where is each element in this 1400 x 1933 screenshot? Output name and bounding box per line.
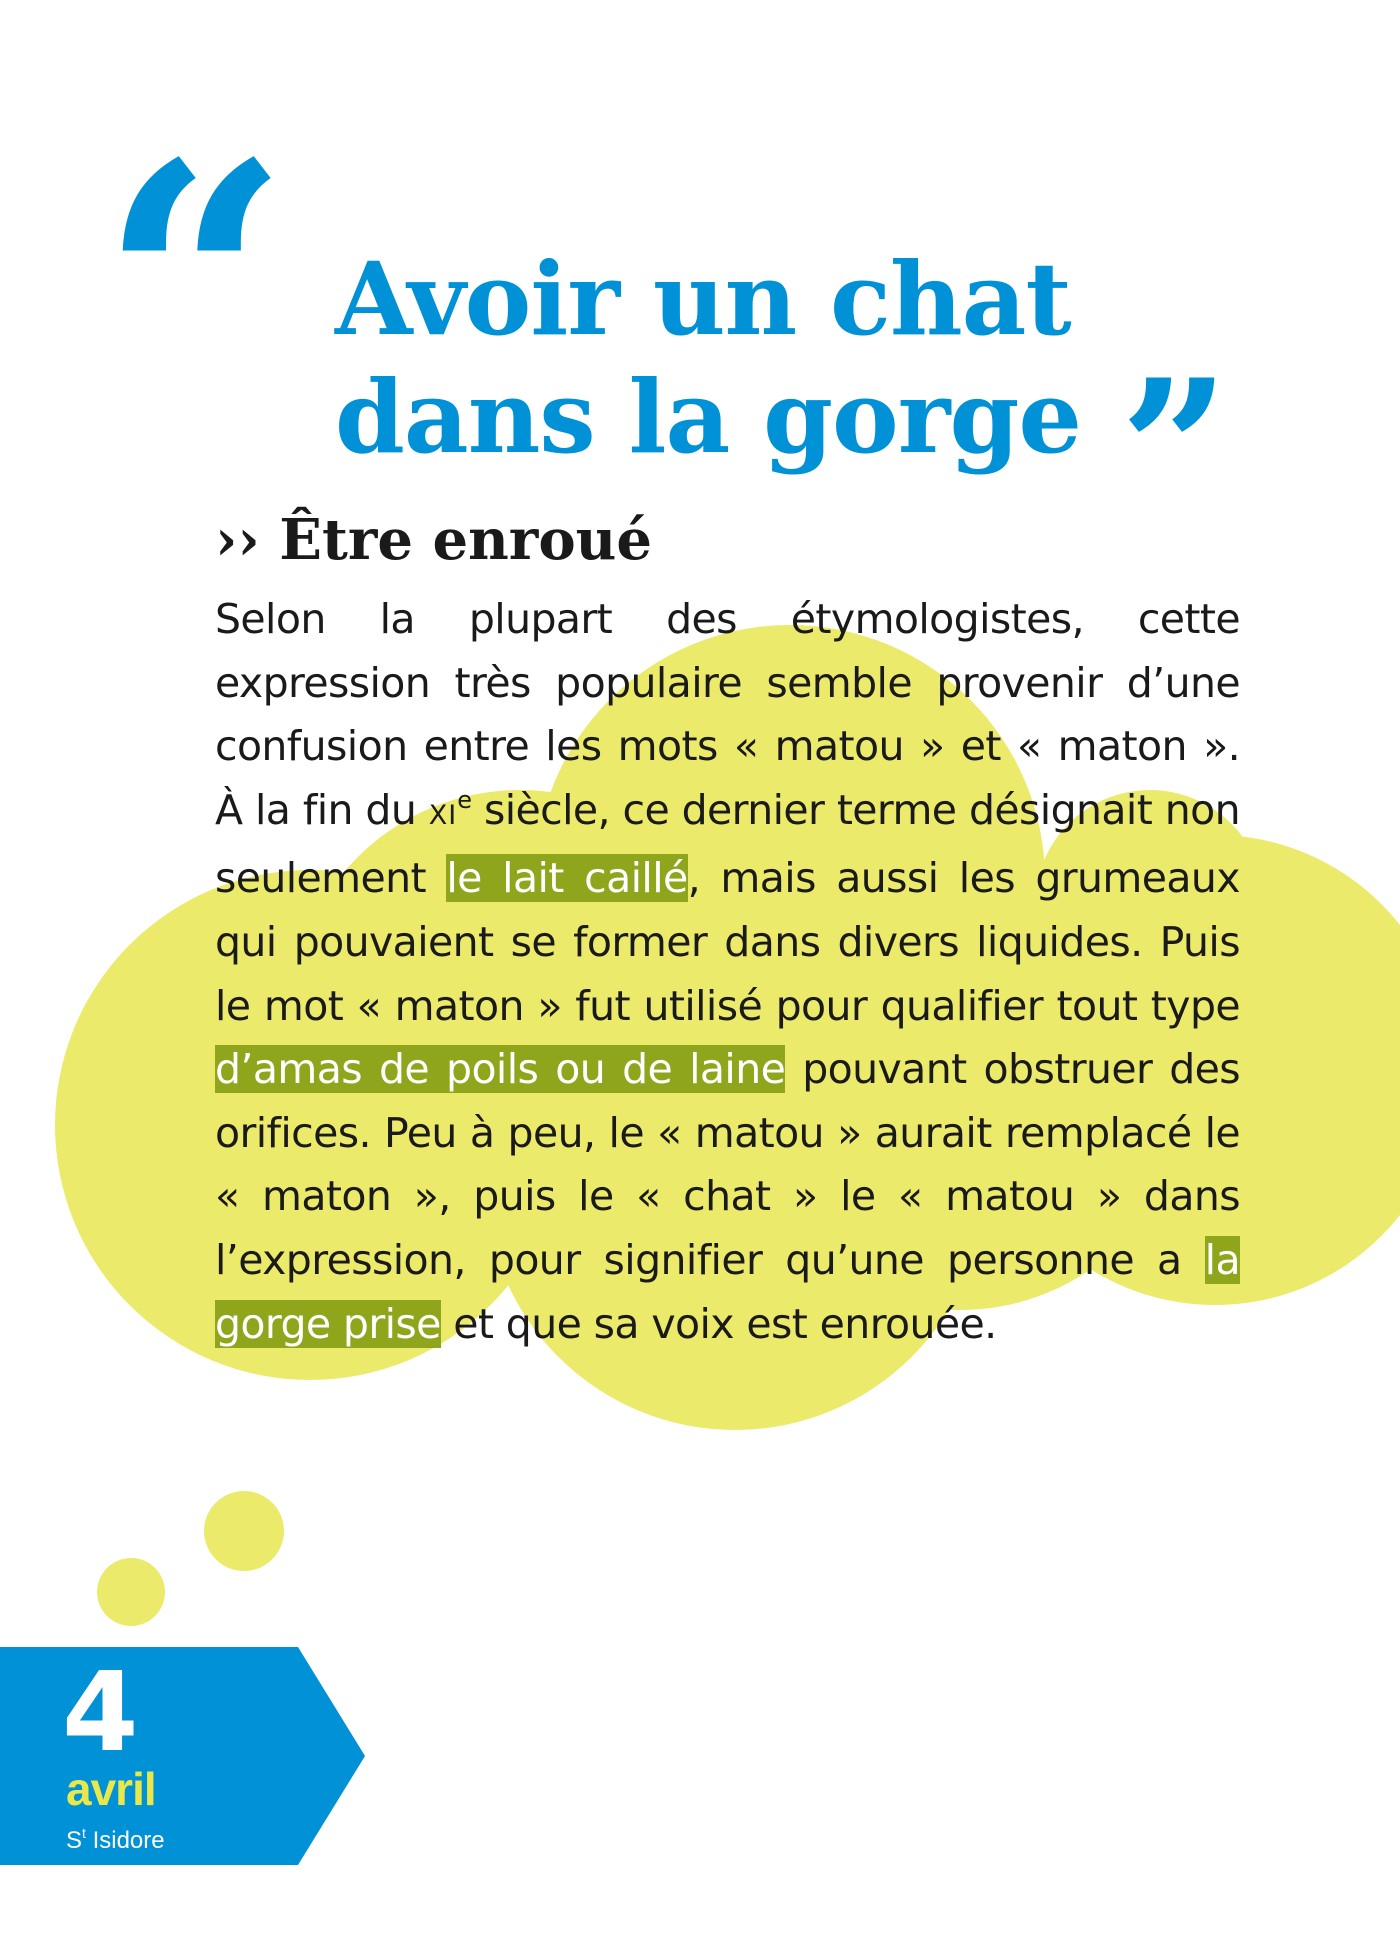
body-text-2: siècle, ce dernier terme désignait non seulement — [215, 785, 1240, 903]
bubble-dot-small — [97, 1558, 165, 1626]
date-day: 4 — [62, 1648, 139, 1776]
date-tab — [0, 1647, 365, 1865]
open-quote-mark: “ — [100, 91, 270, 479]
explanation-paragraph — [215, 588, 1240, 1356]
title-line-1: Avoir un chat — [335, 240, 1071, 358]
date-month: avril — [66, 1763, 156, 1815]
highlight-lait-caille: le lait caillé — [446, 854, 688, 903]
body-text-4: pouvant obstruer des orifices. Peu à peu, le « matou » aurait remplacé le « maton », puis le « chat » le « matou » dans l’expression, pour signifier qu’une personne a — [215, 1045, 1241, 1284]
close-quote-mark: ” — [1120, 338, 1220, 561]
title-line-2: dans la gorge — [335, 358, 1081, 476]
saint-name: Isidore — [85, 1827, 165, 1854]
body-text-3: , mais aussi les grumeaux qui pouvaient se former dans divers liquides. Puis le mot « maton » fut utilisé pour qualifier tout type — [215, 854, 1240, 1030]
bubble-dot-large — [204, 1491, 284, 1571]
highlight-amas-de-poils: d’amas de poils ou de laine — [215, 1045, 786, 1094]
date-tab-shape — [0, 1647, 365, 1865]
highlight-gorge-prise: la gorge prise — [215, 1235, 1240, 1348]
body-text-1: Selon la plupart des étymologistes, cette expression très populaire semble provenir d’une confusion entre les mots « matou » et « maton ». À la fin du — [215, 595, 1240, 834]
century-superscript: e — [457, 785, 472, 814]
body-text-5: et que sa voix est enrouée. — [440, 1299, 997, 1348]
saint-prefix: S — [66, 1827, 83, 1854]
saint-of-the-day — [66, 1826, 165, 1856]
page-title — [335, 240, 1081, 476]
meaning-subtitle: ›› Être enroué — [215, 507, 653, 573]
century-numeral: XI — [428, 799, 458, 831]
saint-prefix-superscript: t — [82, 1825, 86, 1841]
